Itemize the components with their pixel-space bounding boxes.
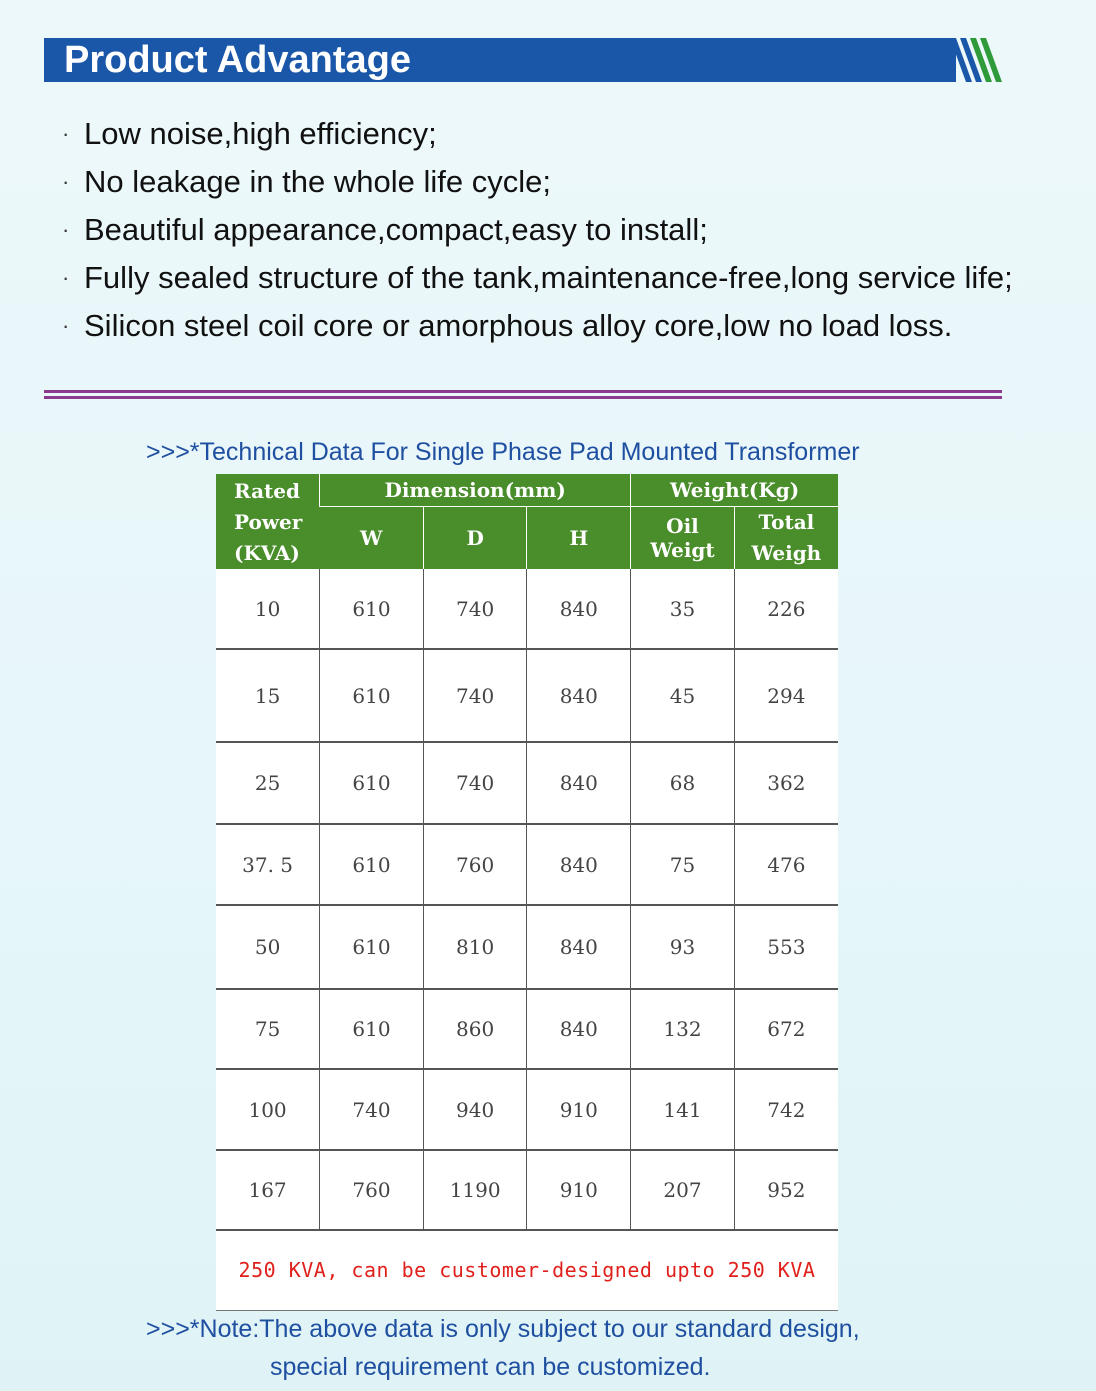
table-note-row bbox=[216, 1230, 838, 1310]
cell-d: 740 bbox=[423, 569, 527, 649]
header-rated-line: (KVA) bbox=[234, 541, 300, 565]
advantage-item bbox=[62, 160, 1013, 208]
cell-h: 910 bbox=[527, 1150, 631, 1230]
cell-oil-weight: 141 bbox=[631, 1069, 735, 1150]
cell-w: 610 bbox=[320, 742, 424, 824]
cell-d: 940 bbox=[423, 1069, 527, 1150]
bullet-dot: · bbox=[62, 217, 70, 242]
cell-oil-weight: 93 bbox=[631, 905, 735, 989]
table-note: 250 KVA, can be customer-designed upto 250 KVA bbox=[216, 1230, 838, 1310]
cell-h: 840 bbox=[527, 742, 631, 824]
cell-oil-weight: 45 bbox=[631, 649, 735, 742]
cell-d: 860 bbox=[423, 989, 527, 1069]
advantage-text: Beautiful appearance,compact,easy to install; bbox=[84, 212, 708, 247]
bullet-dot: · bbox=[62, 313, 70, 338]
cell-d: 760 bbox=[423, 824, 527, 905]
cell-w: 610 bbox=[320, 569, 424, 649]
cell-h: 840 bbox=[527, 649, 631, 742]
section-title: Product Advantage bbox=[64, 39, 411, 81]
cell-rated-power: 15 bbox=[216, 649, 320, 742]
section-header-bar bbox=[44, 38, 956, 82]
bullet-dot: · bbox=[62, 121, 70, 146]
header-stripes-decoration bbox=[950, 38, 1002, 82]
cell-rated-power: 25 bbox=[216, 742, 320, 824]
bullet-dot: · bbox=[62, 265, 70, 290]
advantage-item bbox=[62, 208, 1013, 256]
table-row bbox=[216, 989, 838, 1069]
technical-data-table bbox=[216, 474, 838, 1311]
footnote-line-1: >>>*Note:The above data is only subject to our standard design, bbox=[146, 1315, 860, 1343]
cell-rated-power: 167 bbox=[216, 1150, 320, 1230]
table-title: >>>*Technical Data For Single Phase Pad Mounted Transformer bbox=[146, 438, 860, 466]
cell-h: 840 bbox=[527, 569, 631, 649]
header-d: D bbox=[423, 506, 527, 569]
cell-total-weight: 476 bbox=[734, 824, 838, 905]
table-row bbox=[216, 1150, 838, 1230]
table-row bbox=[216, 742, 838, 824]
advantage-item bbox=[62, 112, 1013, 160]
cell-w: 610 bbox=[320, 824, 424, 905]
cell-h: 840 bbox=[527, 824, 631, 905]
header-dimension-group: Dimension(mm) bbox=[320, 474, 631, 506]
cell-total-weight: 672 bbox=[734, 989, 838, 1069]
table-row bbox=[216, 1069, 838, 1150]
cell-total-weight: 226 bbox=[734, 569, 838, 649]
cell-total-weight: 952 bbox=[734, 1150, 838, 1230]
header-h: H bbox=[527, 506, 631, 569]
table-row bbox=[216, 569, 838, 649]
advantage-text: Fully sealed structure of the tank,maintenance-free,long service life; bbox=[84, 260, 1013, 295]
cell-total-weight: 742 bbox=[734, 1069, 838, 1150]
cell-rated-power: 75 bbox=[216, 989, 320, 1069]
advantage-text: Silicon steel coil core or amorphous alloy core,low no load loss. bbox=[84, 308, 953, 343]
footnote-line-2: special requirement can be customized. bbox=[270, 1353, 711, 1381]
cell-w: 740 bbox=[320, 1069, 424, 1150]
advantage-text: Low noise,high efficiency; bbox=[84, 116, 437, 151]
header-weight-group: Weight(Kg) bbox=[631, 474, 838, 506]
cell-w: 610 bbox=[320, 905, 424, 989]
cell-d: 740 bbox=[423, 649, 527, 742]
cell-d: 1190 bbox=[423, 1150, 527, 1230]
cell-total-weight: 294 bbox=[734, 649, 838, 742]
cell-oil-weight: 207 bbox=[631, 1150, 735, 1230]
header-w: W bbox=[320, 506, 424, 569]
advantage-item bbox=[62, 256, 1013, 304]
section-divider bbox=[44, 390, 1002, 404]
cell-total-weight: 362 bbox=[734, 742, 838, 824]
cell-d: 810 bbox=[423, 905, 527, 989]
cell-h: 910 bbox=[527, 1069, 631, 1150]
header-rated-power bbox=[216, 474, 320, 569]
cell-total-weight: 553 bbox=[734, 905, 838, 989]
cell-w: 610 bbox=[320, 989, 424, 1069]
advantage-item bbox=[62, 304, 1013, 352]
advantages-list bbox=[62, 112, 1013, 352]
cell-rated-power: 50 bbox=[216, 905, 320, 989]
cell-d: 740 bbox=[423, 742, 527, 824]
cell-w: 760 bbox=[320, 1150, 424, 1230]
header-rated-line: Rated bbox=[234, 479, 300, 503]
header-total-weight bbox=[734, 506, 838, 569]
advantage-text: No leakage in the whole life cycle; bbox=[84, 164, 551, 199]
bullet-dot: · bbox=[62, 169, 70, 194]
cell-oil-weight: 35 bbox=[631, 569, 735, 649]
table-row bbox=[216, 905, 838, 989]
cell-rated-power: 100 bbox=[216, 1069, 320, 1150]
header-oil-weight: Oil Weigt bbox=[631, 506, 735, 569]
table-row bbox=[216, 649, 838, 742]
cell-h: 840 bbox=[527, 905, 631, 989]
header-total-line: Weigh bbox=[751, 540, 822, 565]
header-rated-line: Power bbox=[234, 510, 303, 534]
table-row bbox=[216, 824, 838, 905]
cell-w: 610 bbox=[320, 649, 424, 742]
cell-rated-power: 10 bbox=[216, 569, 320, 649]
cell-oil-weight: 75 bbox=[631, 824, 735, 905]
cell-rated-power: 37. 5 bbox=[216, 824, 320, 905]
footnote bbox=[146, 1310, 906, 1386]
header-total-line: Total bbox=[758, 509, 815, 534]
cell-oil-weight: 132 bbox=[631, 989, 735, 1069]
cell-h: 840 bbox=[527, 989, 631, 1069]
cell-oil-weight: 68 bbox=[631, 742, 735, 824]
